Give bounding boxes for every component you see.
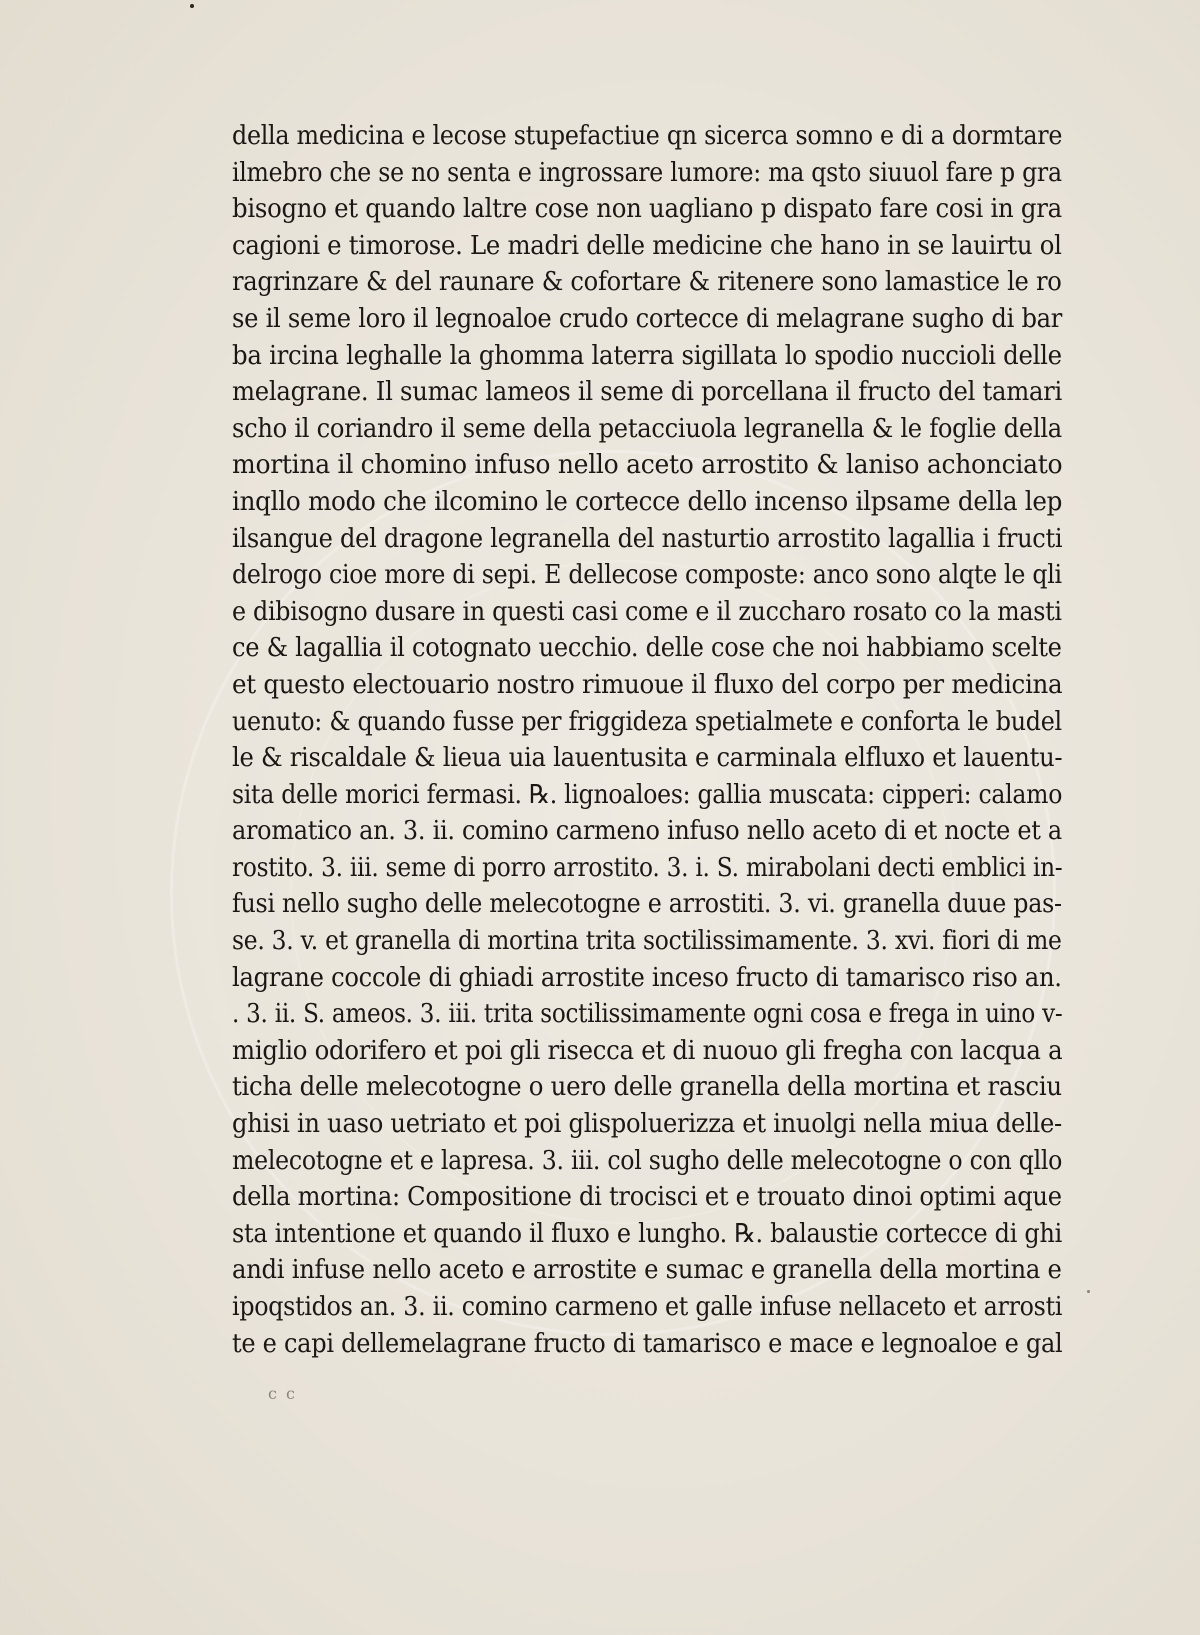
text-line: le & riscaldale & lieua uia lauentusita e carminala elfluxo et lauentu- [232,743,1063,774]
text-line: ghisi in uaso uetriato et poi glispoluerizza et inuolgi nella miua delle- [232,1109,1062,1140]
text-line: inqllo modo che ilcomino le cortecce dello incenso ilpsame della lep [232,486,1063,517]
text-line: et questo electouario nostro rimuoue il fluxo del corpo per medicina [232,669,1063,700]
text-line: ticha delle melecotogne o uero delle granella della mortina et rasciu [232,1072,1062,1103]
text-line: ce & lagallia il cotognato uecchio. delle cose che noi habbiamo scelte [232,633,1062,664]
text-line: ilmebro che se no senta e ingrossare lumore: ma qsto siuuol fare p gra [232,157,1062,188]
text-line: e dibisogno dusare in questi casi come e il zuccharo rosato co la masti [232,596,1062,627]
text-line: andi infuse nello aceto e arrostite e sumac e granella della mortina e [232,1255,1062,1286]
text-line: sita delle morici fermasi. ℞. lignoaloes: gallia muscata: cipperi: calamo [232,779,1063,810]
text-line: fusi nello sugho delle melecotogne e arrostiti. 3. vi. granella duue pas- [232,889,1062,920]
text-line: melecotogne et e lapresa. 3. iii. col sugho delle melecotogne o con qllo [232,1145,1063,1176]
text-line: scho il coriandro il seme della petacciuola legranella & le foglie della [232,413,1062,444]
text-line: rostito. 3. iii. seme di porro arrostito. 3. i. S. mirabolani decti emblici in- [232,852,1063,883]
text-line: aromatico an. 3. ii. comino carmeno infuso nello aceto di et nocte et a [232,816,1062,847]
text-line: miglio odorifero et poi gli risecca et di nuouo gli fregha con lacqua a [232,1035,1063,1066]
text-line: melagrane. Il sumac lameos il seme di porcellana il fructo del tamari [232,377,1062,408]
ink-speck [1087,1290,1090,1293]
text-line: ipoqstidos an. 3. ii. comino carmeno et galle infuse nellaceto et arrosti [232,1292,1063,1322]
text-line: delrogo cioe more di sepi. E dellecose composte: anco sono alqte le qli [232,560,1062,591]
text-line: della mortina: Compositione di trocisci et e trouato dinoi optimi aque [232,1182,1062,1213]
text-line: bisogno et quando laltre cose non uagliano p dispato fare cosi in gra [232,194,1062,225]
text-line: uenuto: & quando fusse per friggideza spetialmete e conforta le budel [232,706,1062,737]
text-line: ragrinzare & del raunare & cofortare & ritenere sono lamastice le ro [232,267,1062,298]
text-line: sta intentione et quando il fluxo e lungho. ℞. balaustie cortecce di ghi [232,1218,1062,1249]
text-line: della medicina e lecose stupefactiue qn sicerca somno e di a dormtare [232,121,1063,151]
text-line: cagioni e timorose. Le madri delle medicine che hano in se lauirtu ol [232,230,1062,261]
ink-speck [190,4,194,8]
text-line: lagrane coccole di ghiadi arrostite inceso fructo di tamarisco riso an. [232,962,1062,993]
text-line: se il seme loro il legnoaloe crudo cortecce di melagrane sugho di bar [232,303,1063,334]
text-line: . 3. ii. S. ameos. 3. iii. trita soctilissimamente ogni cosa e frega in uino v- [232,999,1063,1030]
footer-mark: c c [268,1384,298,1403]
text-line: te e capi dellemelagrane fructo di tamarisco e mace e legnoaloe e gal [232,1328,1063,1359]
text-line: mortina il chomino infuso nello aceto arrostito & laniso achonciato [232,450,1063,481]
text-line: se. 3. v. et granella di mortina trita soctilissimamente. 3. xvi. fiori di me [232,926,1062,957]
text-line: ba ircina leghalle la ghomma laterra sigillata lo spodio nuccioli delle [232,340,1062,371]
text-line: ilsangue del dragone legranella del nasturtio arrostito lagallia i fructi [232,523,1063,554]
page-text-block [232,118,1062,1362]
